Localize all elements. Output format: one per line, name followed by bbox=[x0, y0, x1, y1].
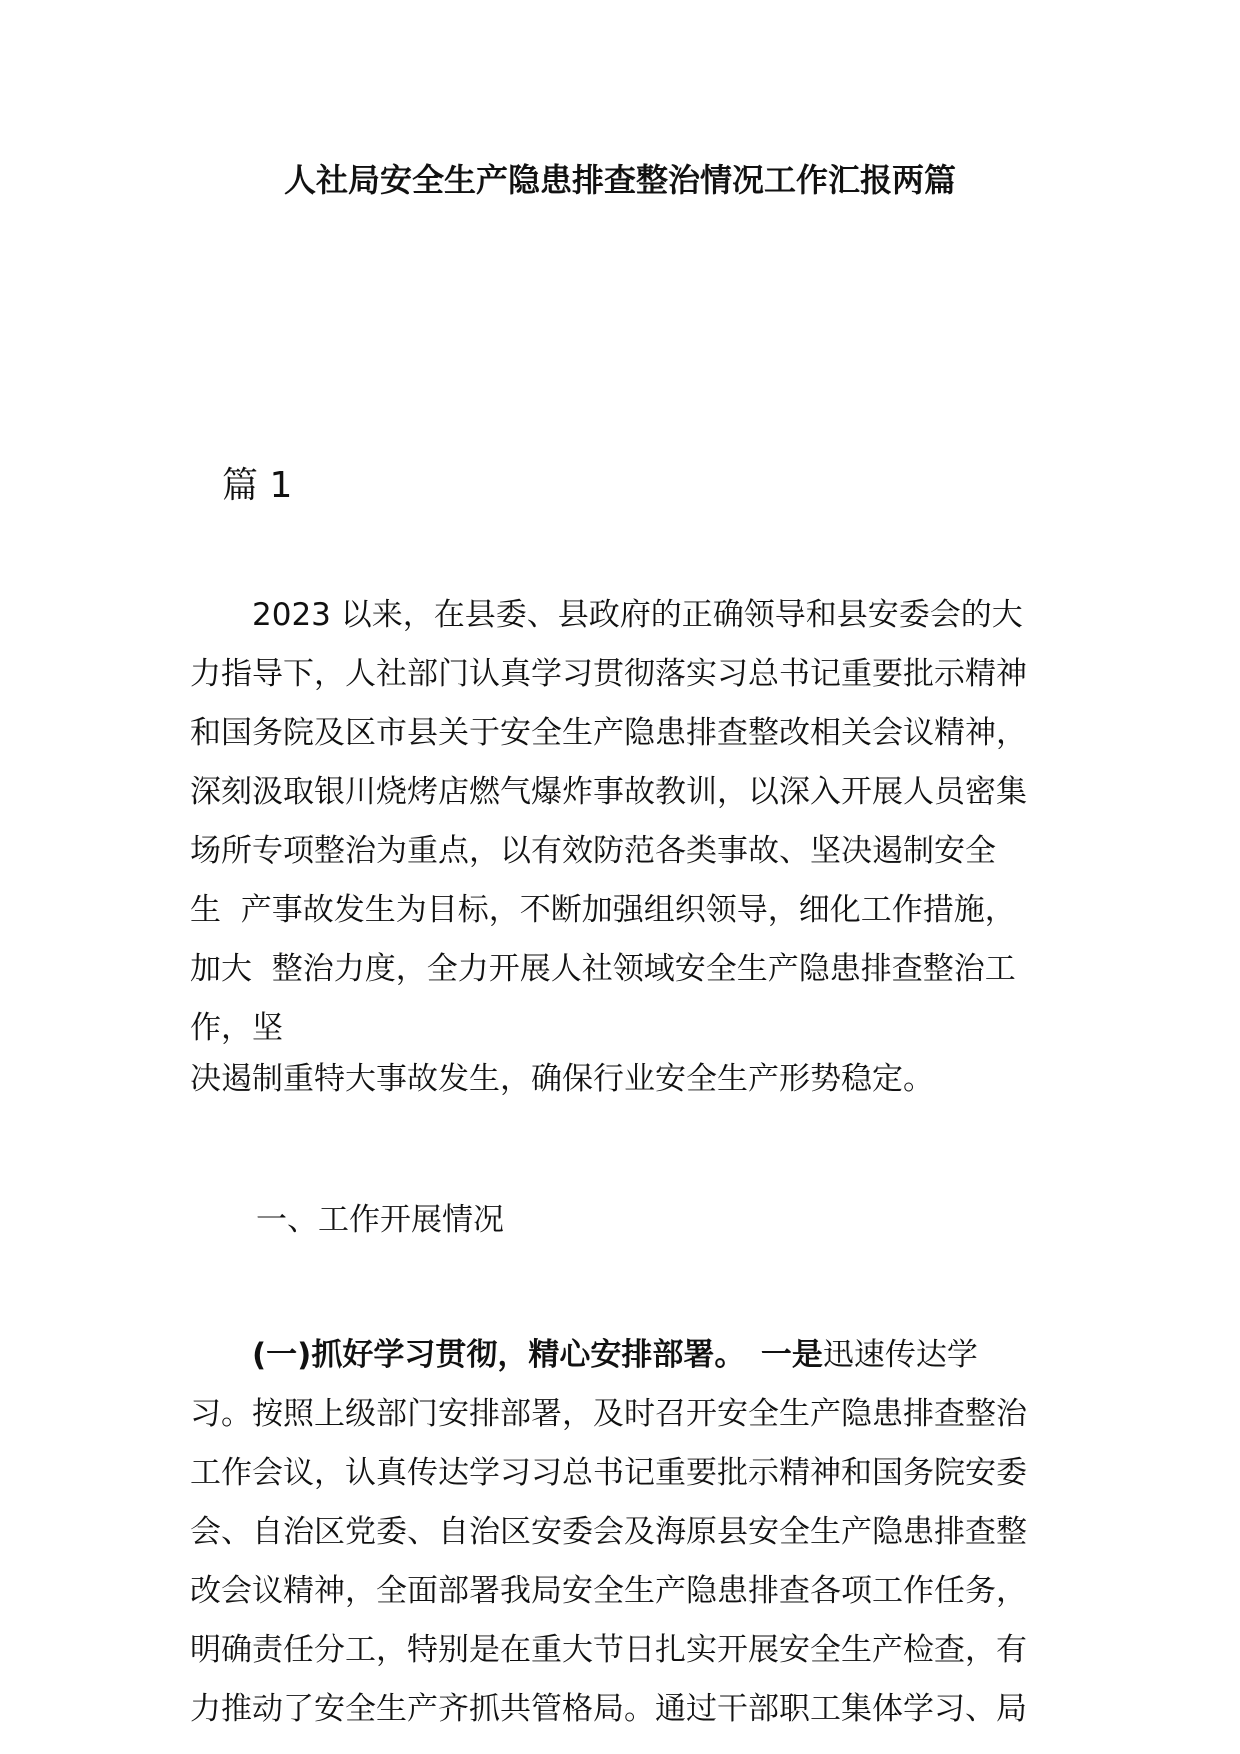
paragraph-line: 加大 整治力度，全力开展人社领域安全生产隐患排查整治工 bbox=[190, 951, 1016, 987]
paragraph-first-line bbox=[190, 1326, 1050, 1385]
paragraph-line: 力推动了安全生产齐抓共管格局。通过干部职工集体学习、局 bbox=[190, 1691, 1027, 1727]
paragraph-line: 改会议精神，全面部署我局安全生产隐患排查各项工作任务， bbox=[190, 1573, 1027, 1609]
paragraph-1-tail bbox=[190, 1050, 1050, 1109]
paragraph-line: 明确责任分工，特别是在重大节日扎实开展安全生产检查，有 bbox=[190, 1632, 1027, 1668]
paragraph-line: 决遏制重特大事故发生，确保行业安全生产形势稳定。 bbox=[190, 1061, 934, 1097]
subheading-text: (一)抓好学习贯彻，精心安排部署。 bbox=[252, 1337, 730, 1373]
paragraph-line: 工作会议，认真传达学习习总书记重要批示精神和国务院安委 bbox=[190, 1455, 1027, 1491]
section-label: 篇 1 bbox=[222, 465, 293, 506]
paragraph-line: 和国务院及区市县关于安全生产隐患排查整改相关会议精神， bbox=[190, 715, 1027, 751]
paragraph-1 bbox=[190, 586, 1050, 1058]
paragraph-line: 场所专项整治为重点，以有效防范各类事故、坚决遏制安全 bbox=[190, 833, 996, 869]
paragraph-line: 2023 以来，在县委、县政府的正确领导和县安委会的大 bbox=[190, 597, 1023, 633]
section-heading: 一、工作开展情况 bbox=[256, 1202, 504, 1238]
paragraph-line: 习。按照上级部门安排部署，及时召开安全生产隐患排查整治 bbox=[190, 1396, 1027, 1432]
document-title: 人社局安全生产隐患排查整治情况工作汇报两篇 bbox=[283, 161, 956, 199]
paragraph-text: 迅速传达学 bbox=[822, 1337, 978, 1373]
paragraph-line: 生 产事故发生为目标，不断加强组织领导，细化工作措施， bbox=[190, 892, 1016, 928]
paragraph-line: 作，坚 bbox=[190, 1010, 283, 1046]
subheading-marker: 一是 bbox=[760, 1337, 823, 1373]
paragraph-line: 深刻汲取银川烧烤店燃气爆炸事故教训，以深入开展人员密集 bbox=[190, 774, 1027, 810]
paragraph-line: 会、自治区党委、自治区安委会及海原县安全生产隐患排查整 bbox=[190, 1514, 1027, 1550]
paragraph-line: 力指导下，人社部门认真学习贯彻落实习总书记重要批示精神 bbox=[190, 656, 1027, 692]
paragraph-2 bbox=[190, 1326, 1050, 1739]
